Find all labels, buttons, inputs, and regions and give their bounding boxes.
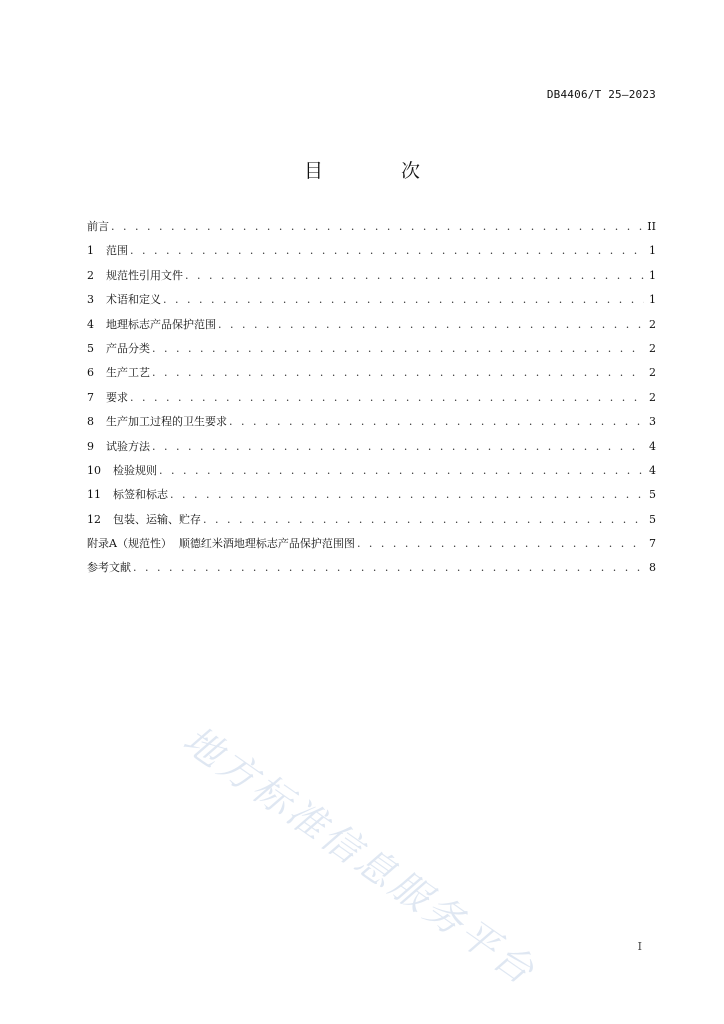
toc-leader-dots: [133, 561, 644, 574]
toc-entry-number: 3: [87, 293, 94, 307]
toc-leader-dots: [170, 488, 644, 501]
toc-entry[interactable]: [87, 511, 656, 535]
toc-entry-page: 3: [649, 415, 656, 429]
toc-entry[interactable]: [87, 267, 656, 291]
toc-entry-number: 4: [87, 317, 94, 331]
toc-entry-number: 9: [87, 439, 94, 453]
toc-entry-number: 6: [87, 366, 94, 380]
toc-entry-title: 检验规则: [113, 463, 157, 477]
toc-entry-page: 4: [649, 439, 656, 453]
watermark: 地方标准信息服务平台: [175, 717, 545, 995]
toc-entry[interactable]: [87, 291, 656, 315]
toc-entry-title: 生产加工过程的卫生要求: [106, 415, 227, 429]
toc-entry[interactable]: [87, 364, 656, 388]
toc-entry-title: 范围: [106, 244, 128, 258]
toc-entry-page: 4: [649, 463, 656, 477]
toc-entry-number: 11: [87, 488, 101, 502]
toc-entry-page: 1: [649, 293, 656, 307]
toc-leader-dots: [152, 342, 644, 355]
toc-leader-dots: [130, 244, 644, 257]
toc-entry-title: 包装、运输、贮存: [113, 512, 201, 526]
toc-leader-dots: [218, 318, 644, 331]
toc-leader-dots: [185, 269, 644, 282]
toc-entry-title: 标签和标志: [113, 488, 168, 502]
toc-entry-page: 5: [649, 512, 656, 526]
page-title: 目 次: [303, 160, 457, 182]
toc-entry-number: 5: [87, 341, 94, 355]
toc-entry-number: 1: [87, 244, 94, 258]
toc-entry[interactable]: [87, 218, 656, 242]
toc-entry[interactable]: [87, 389, 656, 413]
toc-entry-title: 前言: [87, 220, 109, 233]
toc-entry-number: 10: [87, 463, 101, 477]
toc-entry-title: 术语和定义: [106, 293, 161, 307]
toc-leader-dots: [203, 513, 644, 526]
toc-entry-page: 2: [649, 366, 656, 380]
toc-entry-page: 2: [649, 341, 656, 355]
toc-entry-page: 1: [649, 268, 656, 282]
toc-entry-title: 地理标志产品保护范围: [106, 317, 216, 331]
toc-entry-title: 产品分类: [106, 341, 150, 355]
toc-entry[interactable]: [87, 462, 656, 486]
toc-entry[interactable]: [87, 486, 656, 510]
toc-entry-page: II: [647, 220, 656, 233]
toc-leader-dots: [159, 464, 644, 477]
toc-entry[interactable]: [87, 559, 656, 583]
toc-entry-page: 1: [649, 244, 656, 258]
toc-entry-number: 7: [87, 390, 94, 404]
toc-entry[interactable]: [87, 413, 656, 437]
toc-leader-dots: [152, 366, 644, 379]
toc-leader-dots: [163, 293, 644, 306]
toc-entry-page: 2: [649, 317, 656, 331]
toc-entry-page: 5: [649, 488, 656, 502]
toc-leader-dots: [152, 440, 644, 453]
page-number: I: [637, 940, 642, 953]
toc-entry-title: 要求: [106, 390, 128, 404]
toc-entry-page: 7: [649, 537, 656, 551]
toc-entry[interactable]: [87, 242, 656, 266]
document-code: DB4406/T 25—2023: [546, 88, 656, 101]
toc-leader-dots: [229, 415, 644, 428]
toc-leader-dots: [111, 220, 644, 233]
toc-entry[interactable]: [87, 316, 656, 340]
toc-entry-title: 参考文献: [87, 561, 131, 575]
toc-entry-number: 2: [87, 268, 94, 282]
toc-entry-title: 试验方法: [106, 439, 150, 453]
toc-leader-dots: [130, 391, 644, 404]
toc-entry-number: 8: [87, 415, 94, 429]
toc-entry[interactable]: [87, 438, 656, 462]
toc-entry-page: 2: [649, 390, 656, 404]
toc-entry-title: 规范性引用文件: [106, 268, 183, 282]
toc-leader-dots: [357, 537, 644, 550]
toc-entry-page: 8: [649, 561, 656, 575]
toc-entry-title: 附录A（规范性） 顺德红米酒地理标志产品保护范围图: [87, 537, 355, 551]
toc-entry-number: 12: [87, 512, 101, 526]
toc-entry[interactable]: [87, 535, 656, 559]
table-of-contents: [87, 218, 656, 584]
toc-entry-title: 生产工艺: [106, 366, 150, 380]
toc-entry[interactable]: [87, 340, 656, 364]
